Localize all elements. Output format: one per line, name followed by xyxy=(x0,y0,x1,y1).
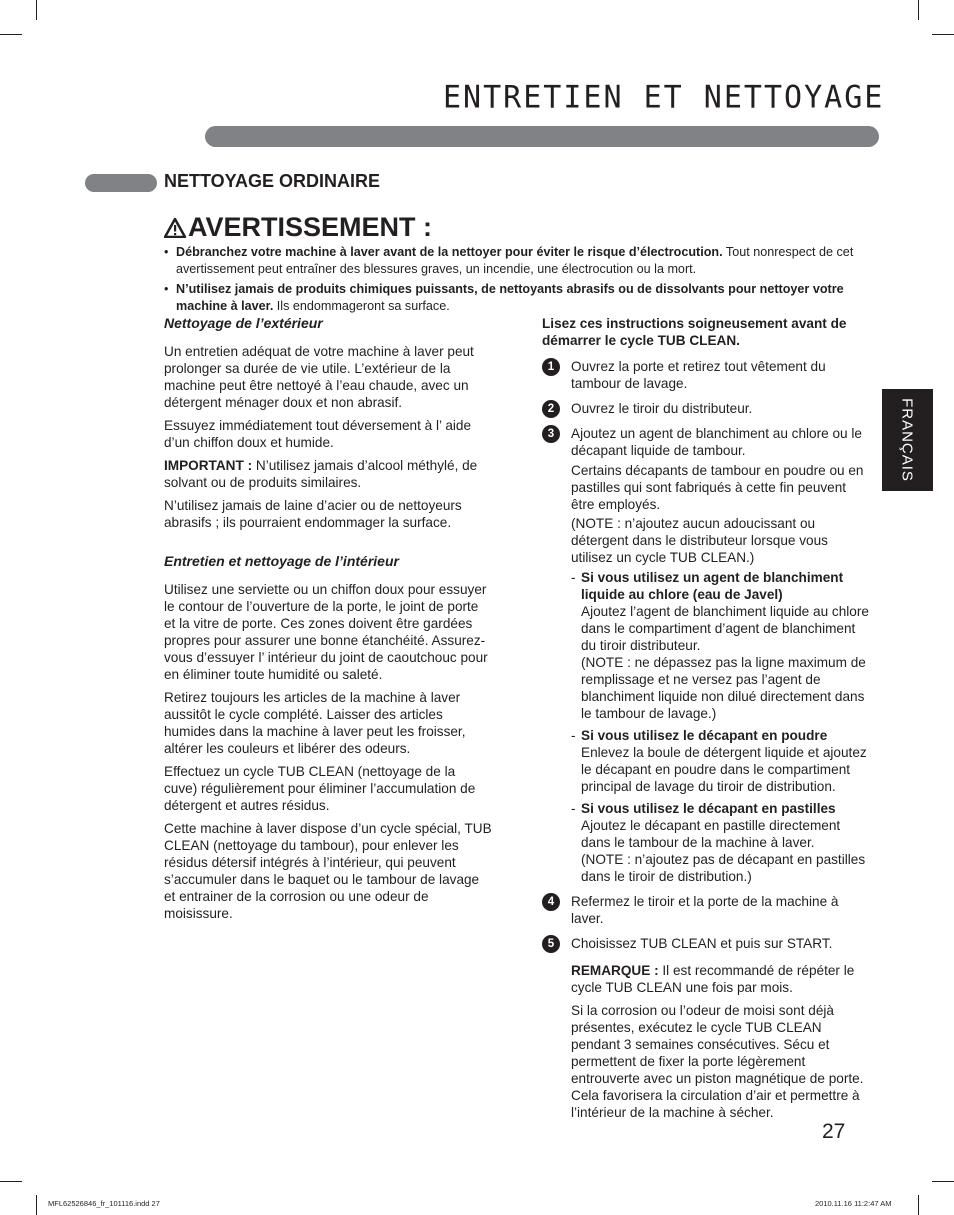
warning-item-text: Ils endommageront sa surface. xyxy=(273,298,450,313)
warning-triangle-icon xyxy=(164,218,186,238)
step-item xyxy=(542,358,872,392)
warning-item-text: Tout nonrespect de cet avertissement peut entraîner des blessures graves, un incendie, une électrocution ou la mort. xyxy=(176,245,854,276)
warning-item xyxy=(164,244,876,277)
page-number: 27 xyxy=(822,1120,846,1143)
option-text: Ajoutez le décapant en pastille directement dans le tambour de la machine à laver. xyxy=(581,818,841,850)
interior-paragraph: Utilisez une serviette ou un chiffon doux pour essuyer le contour de l’ouverture de la porte, le joint de porte et la vitre de porte. Ces zones doivent être gardées propres pour assurer une bonne étanchéité. Assurez-vous d’essuyer l’ intérieur du joint de caoutchouc pour en éliminer toute humidité ou saleté. xyxy=(164,582,488,682)
option-text: Ajoutez l’agent de blanchiment liquide au chlore dans le compartiment d’agent de blanchiment du tiroir distributeur. xyxy=(581,604,869,653)
right-column xyxy=(542,315,872,1127)
option-item xyxy=(542,569,872,722)
crop-mark xyxy=(918,1195,919,1215)
step-item xyxy=(542,935,872,952)
warning-list xyxy=(164,244,876,318)
crop-mark xyxy=(918,0,919,20)
remark-label: REMARQUE : xyxy=(571,963,659,978)
step-item xyxy=(542,425,872,459)
dash-marker: - xyxy=(571,728,576,743)
interior-paragraph: Effectuez un cycle TUB CLEAN (nettoyage de la cuve) régulièrement pour éliminer l’accumulation de détergent et autres résidus. xyxy=(164,764,476,813)
step-number-badge: 2 xyxy=(542,400,560,418)
remark-text: Il est recommandé de répéter le cycle TUB CLEAN une fois par mois. xyxy=(571,963,855,995)
step-number-badge: 4 xyxy=(542,893,560,911)
title-underline-bar xyxy=(205,126,879,147)
step-number-badge: 1 xyxy=(542,358,560,376)
warning-item-bold: Débranchez votre machine à laver avant de la nettoyer pour éviter le risque d’électrocution. xyxy=(176,245,723,259)
crop-mark xyxy=(0,1181,22,1182)
warning-item xyxy=(164,281,876,314)
step-item xyxy=(542,400,872,417)
option-title: Si vous utilisez le décapant en poudre xyxy=(581,728,828,743)
important-text: N’utilisez jamais d’alcool méthylé, de solvant ou de produits similaires. xyxy=(164,458,478,490)
step-text: Choisissez TUB CLEAN et puis sur START. xyxy=(571,936,833,951)
interior-paragraph: Retirez toujours les articles de la machine à laver aussitôt le cycle complété. Laisser des articles humides dans la machine à laver peut les froisser, altérer les couleurs et libérer des odeurs. xyxy=(164,690,466,756)
option-note: (NOTE : ne dépassez pas la ligne maximum de remplissage et ne versez pas l’agent de blanchiment liquide non dilué directement dans le tambour de lavage.) xyxy=(581,655,866,721)
final-paragraph: Si la corrosion ou l’odeur de moisi sont déjà présentes, exécutez le cycle TUB CLEAN pendant 3 semaines consécutives. Sécu et permettent de fixer la porte légèrement entrouverte avec un piston magnétique de porte. Cela favorisera la circulation d’air et permettre à l’intérieur de la machine à sécher. xyxy=(571,1003,864,1120)
footer-timestamp: 2010.11.16 11:2:47 AM xyxy=(815,1199,892,1208)
intro-text: Lisez ces instructions soigneusement avant de démarrer le cycle TUB CLEAN. xyxy=(542,316,847,348)
step-text: Ouvrez le tiroir du distributeur. xyxy=(571,401,753,416)
important-label: IMPORTANT : xyxy=(164,458,253,473)
interior-heading: Entretien et nettoyage de l’intérieur xyxy=(164,553,399,569)
footer-file-name: MFL62526846_fr_101116.indd 27 xyxy=(48,1199,160,1208)
warning-heading xyxy=(164,212,432,243)
step-item xyxy=(542,893,872,927)
interior-paragraph: Cette machine à laver dispose d’un cycle spécial, TUB CLEAN (nettoyage du tambour), pour enlever les résidus détersif intégrés à l’intérieur, qui peuvent s’accumuler dans le baquet ou le tambour de lavage et entrainer de la corrosion ou une odeur de moisissure. xyxy=(164,821,492,921)
step-paragraph: Certains décapants de tambour en poudre ou en pastilles qui sont fabriqués à cette fin peuvent être employés. xyxy=(571,463,864,512)
option-item xyxy=(542,800,872,885)
left-column xyxy=(164,315,492,928)
bullet-dot: • xyxy=(164,245,169,259)
step-note: (NOTE : n’ajoutez aucun adoucissant ou détergent dans le distributeur lorsque vous utilisez un cycle TUB CLEAN.) xyxy=(571,516,828,565)
crop-mark xyxy=(932,34,954,35)
step-number-badge: 3 xyxy=(542,425,560,443)
option-text: Enlevez la boule de détergent liquide et ajoutez le décapant en poudre dans le compartiment principal de lavage du tiroir de distribution. xyxy=(581,745,867,794)
crop-mark xyxy=(932,1181,954,1182)
section-title: NETTOYAGE ORDINAIRE xyxy=(164,171,381,191)
exterior-heading: Nettoyage de l’extérieur xyxy=(164,315,323,331)
language-label: FRANÇAIS xyxy=(898,398,916,482)
exterior-paragraph: Un entretien adéquat de votre machine à laver peut prolonger sa durée de vie utile. L’extérieur de la machine peut être nettoyé à l’eau chaude, avec un détergent ménager doux et non abrasif. xyxy=(164,344,474,410)
dash-marker: - xyxy=(571,801,576,816)
warning-item-bold: N’utilisez jamais de produits chimiques puissants, de nettoyants abrasifs ou de dissolvants pour nettoyer votre machine à laver. xyxy=(176,282,844,313)
step-number-badge: 5 xyxy=(542,935,560,953)
crop-mark xyxy=(36,0,37,20)
crop-mark xyxy=(36,1195,37,1215)
remark-paragraph xyxy=(542,962,872,996)
dash-marker: - xyxy=(571,570,576,585)
crop-mark xyxy=(0,34,22,35)
exterior-paragraph: N’utilisez jamais de laine d’acier ou de nettoyeurs abrasifs ; ils pourraient endommager la surface. xyxy=(164,498,462,530)
option-note: (NOTE : n’ajoutez pas de décapant en pastilles dans le tiroir de distribution.) xyxy=(581,852,866,884)
step-text: Ajoutez un agent de blanchiment au chlore ou le décapant liquide de tambour. xyxy=(571,426,862,458)
option-title: Si vous utilisez un agent de blanchiment liquide au chlore (eau de Javel) xyxy=(581,570,844,602)
step-text: Refermez le tiroir et la porte de la machine à laver. xyxy=(571,894,839,926)
option-item xyxy=(542,727,872,795)
bullet-dot: • xyxy=(164,282,169,296)
exterior-important xyxy=(164,457,492,491)
step-text: Ouvrez la porte et retirez tout vêtement du tambour de lavage. xyxy=(571,359,826,391)
exterior-paragraph: Essuyez immédiatement tout déversement à l’ aide d’un chiffon doux et humide. xyxy=(164,418,472,450)
option-title: Si vous utilisez le décapant en pastilles xyxy=(581,801,836,816)
warning-title: AVERTISSEMENT : xyxy=(188,212,433,242)
section-marker xyxy=(85,174,157,192)
page-title: ENTRETIEN ET NETTOYAGE xyxy=(443,79,885,116)
